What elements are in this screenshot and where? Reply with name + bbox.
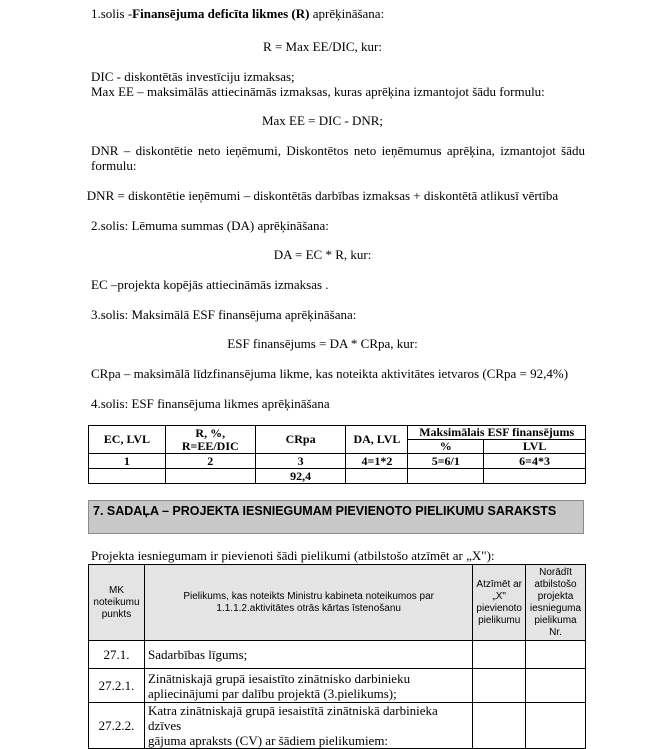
- row-line2: apliecinājumi par dalību projektā (3.pielikums);: [147, 685, 397, 701]
- ec-definition: EC –projekta kopējās attiecināmās izmaksas .: [91, 277, 329, 292]
- dnr-definition-line2: formulu:: [91, 158, 137, 173]
- row-number: 27.1.: [89, 641, 145, 669]
- header-lvl: LVL: [484, 440, 586, 454]
- value-cell: [165, 469, 255, 484]
- value-cell: [484, 469, 586, 484]
- index-cell: 1: [89, 454, 166, 469]
- index-cell: 3: [255, 454, 346, 469]
- mark-cell[interactable]: [473, 703, 526, 749]
- row-line1: Sadarbības līgums;: [147, 646, 248, 662]
- header-da: DA, LVL: [346, 426, 408, 454]
- page-cell[interactable]: [525, 703, 585, 749]
- step4-heading: 4.solis: ESF finansējuma likmes aprēķināšana: [91, 396, 330, 411]
- dnr-definition-line1: DNR – diskontētie neto ieņēmumi, Diskontētos neto ieņēmumus aprēķina, izmantojot šādu: [91, 143, 585, 158]
- header-attachment: Pielikums, kas noteikts Ministru kabineta noteikumos par 1.1.1.2.aktivitātes otrās kārtas īstenošanu: [144, 565, 472, 641]
- value-cell: [346, 469, 408, 484]
- index-cell: 4=1*2: [346, 454, 408, 469]
- header-r-line2: R=EE/DIC: [181, 438, 239, 453]
- formula-da: DA = EC * R, kur:: [273, 247, 372, 262]
- table-row: [89, 641, 586, 669]
- formula-maxee: Max EE = DIC - DNR;: [261, 113, 384, 128]
- row-line1: Katra zinātniskajā grupā iesaistītā zinātniskā darbinieka dzīves: [147, 703, 438, 733]
- formula-r: R = Max EE/DIC, kur:: [263, 39, 382, 54]
- step2-heading: 2.solis: Lēmuma summas (DA) aprēķināšana:: [91, 218, 329, 233]
- dic-definition: DIC - diskontētās investīciju izmaksas;: [91, 69, 295, 84]
- header-r-line1: R, %,: [195, 425, 226, 440]
- crpa-value: 92,4: [255, 469, 346, 484]
- row-number: 27.2.1.: [89, 669, 145, 703]
- index-cell: 6=4*3: [484, 454, 586, 469]
- table-row: [89, 703, 586, 749]
- row-description: [144, 669, 472, 703]
- header-mk-point: MK noteikumu punkts: [89, 565, 145, 641]
- row-line1: Zinātniskajā grupā iesaistīto zinātnisko darbinieku: [147, 670, 411, 686]
- calculation-table: [88, 425, 586, 484]
- value-cell: [408, 469, 484, 484]
- mark-cell[interactable]: [473, 669, 526, 703]
- section7-intro: Projekta iesniegumam ir pievienoti šādi pielikumi (atbilstošo atzīmēt ar „X"):: [91, 548, 495, 563]
- header-mark: Atzīmēt ar „X" pievienoto pielikumu: [473, 565, 526, 641]
- attachments-table: [88, 564, 586, 749]
- table-row: [89, 669, 586, 703]
- row-number: 27.2.2.: [89, 703, 145, 749]
- header-ec: EC, LVL: [89, 426, 166, 454]
- page-cell[interactable]: [525, 669, 585, 703]
- step1-heading: 1.solis -Finansējuma deficīta likmes (R) aprēķināšana:: [91, 6, 385, 21]
- header-pct: %: [408, 440, 484, 454]
- step3-heading: 3.solis: Maksimālā ESF finansējuma aprēķināšana:: [91, 307, 357, 322]
- value-cell: [89, 469, 166, 484]
- header-page-number: Norādīt atbilstošo projekta iesnieguma pielikuma Nr.: [525, 565, 585, 641]
- header-crpa: CRpa: [255, 426, 346, 454]
- header-r: [165, 426, 255, 454]
- index-cell: 2: [165, 454, 255, 469]
- index-cell: 5=6/1: [408, 454, 484, 469]
- mark-cell[interactable]: [473, 641, 526, 669]
- row-line2: gājuma apraksts (CV) ar šādiem pielikumiem:: [147, 733, 389, 748]
- formula-esf: ESF finansējums = DA * CRpa, kur:: [227, 336, 418, 351]
- header-max-esf: Maksimālais ESF finansējums: [408, 426, 586, 440]
- row-description: [144, 703, 472, 749]
- crpa-definition: CRpa – maksimālā līdzfinansējuma likme, kas noteikta aktivitātes ietvaros (CRpa = 92,4%): [91, 366, 569, 381]
- section7-title: 7. SADAĻA – PROJEKTA IESNIEGUMAM PIEVIENOTO PIELIKUMU SARAKSTS: [88, 500, 584, 534]
- maxee-definition: Max EE – maksimālās attiecināmās izmaksas, kuras aprēķina izmantojot šādu formulu:: [91, 84, 545, 99]
- formula-dnr: DNR = diskontētie ieņēmumi – diskontētās darbības izmaksas + diskontētā atlikusī vērtība: [86, 188, 559, 203]
- page-cell[interactable]: [525, 641, 585, 669]
- row-description: [144, 641, 472, 669]
